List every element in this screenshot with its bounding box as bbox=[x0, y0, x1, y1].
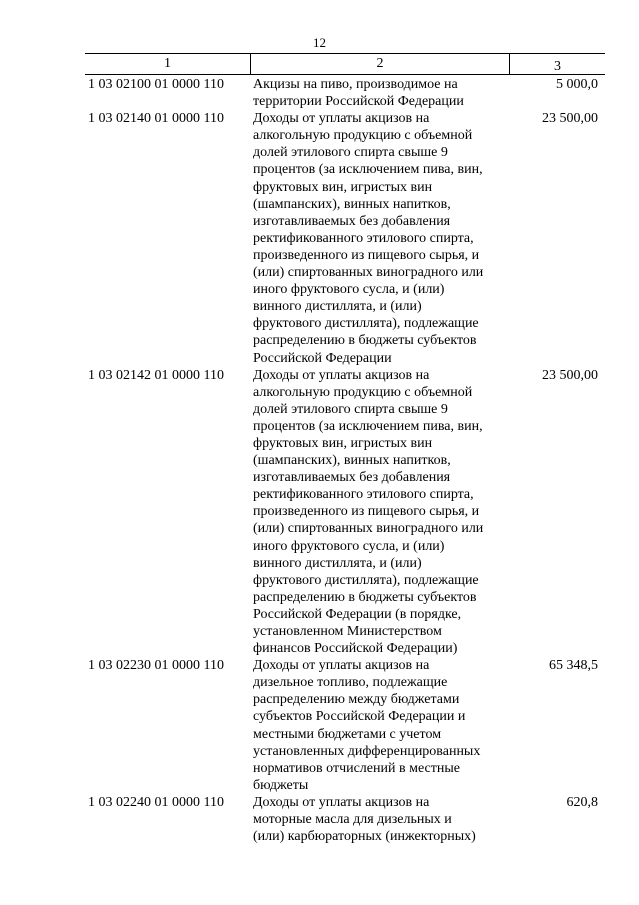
table-header bbox=[85, 53, 605, 75]
description-line: Акцизы на пиво, производимое на bbox=[253, 77, 458, 92]
description-line: (шампанских), винных напитков, bbox=[253, 196, 451, 212]
description-line: нормативов отчислений в местные bbox=[253, 760, 460, 776]
description-line: местными бюджетами с учетом bbox=[253, 726, 442, 742]
table-row bbox=[0, 76, 639, 110]
income-description bbox=[253, 367, 509, 658]
description-line: установленном Министерством bbox=[253, 624, 442, 639]
income-description bbox=[253, 76, 509, 110]
income-description bbox=[253, 110, 509, 366]
description-line: фруктового дистиллята), подлежащие bbox=[253, 316, 479, 332]
amount-value: 65 348,5 bbox=[549, 658, 598, 674]
budget-classification-code: 1 03 02140 01 0000 110 bbox=[88, 111, 224, 127]
budget-classification-code: 1 03 02142 01 0000 110 bbox=[88, 367, 224, 383]
description-line: финансов Российской Федерации) bbox=[253, 641, 458, 657]
description-line: долей этилового спирта свыше 9 bbox=[253, 145, 448, 161]
description-line: субъектов Российской Федерации и bbox=[253, 709, 466, 725]
column-header-2: 2 bbox=[376, 56, 384, 71]
description-line: фруктовых вин, игристых вин bbox=[253, 435, 433, 451]
description-line: распределению в бюджеты субъектов bbox=[253, 589, 477, 605]
description-line: Доходы от уплаты акцизов на bbox=[253, 794, 430, 810]
description-line: распределению в бюджеты субъектов bbox=[253, 333, 477, 349]
description-line: иного фруктового сусла, и (или) bbox=[253, 282, 445, 298]
description-line: произведенного из пищевого сырья, и bbox=[253, 504, 480, 520]
description-line: алкогольную продукцию с объемной bbox=[253, 128, 473, 144]
column-header-1: 1 bbox=[164, 56, 171, 71]
description-line: процентов (за исключением пива, вин, bbox=[253, 418, 483, 434]
description-line: винного дистиллята, и (или) bbox=[253, 555, 422, 571]
description-line: изготавливаемых без добавления bbox=[253, 470, 451, 486]
description-line: ректификованного этилового спирта, bbox=[253, 487, 474, 503]
amount-value: 620,8 bbox=[566, 794, 598, 810]
description-line: долей этилового спирта свыше 9 bbox=[253, 401, 448, 417]
budget-classification-code: 1 03 02240 01 0000 110 bbox=[88, 794, 224, 810]
table-row bbox=[0, 110, 639, 366]
column-header-3: 3 bbox=[554, 59, 561, 74]
description-line: фруктовых вин, игристых вин bbox=[253, 179, 433, 195]
description-line: (или) карбюраторных (инжекторных) bbox=[253, 829, 476, 845]
description-line: Российской Федерации bbox=[253, 350, 392, 366]
description-line: распределению между бюджетами bbox=[253, 692, 460, 708]
table-body bbox=[0, 76, 639, 845]
description-line: процентов (за исключением пива, вин, bbox=[253, 162, 483, 178]
description-line: иного фруктового сусла, и (или) bbox=[253, 538, 445, 554]
description-line: изготавливаемых без добавления bbox=[253, 213, 451, 229]
budget-classification-code: 1 03 02100 01 0000 110 bbox=[88, 77, 224, 92]
description-line: бюджеты bbox=[253, 777, 309, 793]
page-number: 12 bbox=[313, 35, 326, 50]
description-line: ректификованного этилового спирта, bbox=[253, 230, 474, 246]
description-line: Доходы от уплаты акцизов на bbox=[253, 111, 430, 127]
description-line: установленных дифференцированных bbox=[253, 743, 481, 759]
amount-value: 23 500,00 bbox=[542, 111, 598, 127]
description-line: алкогольную продукцию с объемной bbox=[253, 384, 473, 400]
income-description bbox=[253, 657, 509, 794]
description-line: (или) спиртованных виноградного или bbox=[253, 521, 484, 537]
table-row bbox=[0, 367, 639, 658]
description-line: дизельное топливо, подлежащие bbox=[253, 675, 448, 691]
description-line: моторные масла для дизельных и bbox=[253, 812, 452, 828]
description-line: (или) спиртованных виноградного или bbox=[253, 265, 484, 281]
table-row bbox=[0, 657, 639, 794]
budget-classification-code: 1 03 02230 01 0000 110 bbox=[88, 658, 224, 674]
description-line: территории Российской Федерации bbox=[253, 94, 464, 110]
description-line: произведенного из пищевого сырья, и bbox=[253, 247, 480, 263]
description-line: Доходы от уплаты акцизов на bbox=[253, 367, 430, 383]
description-line: Доходы от уплаты акцизов на bbox=[253, 658, 430, 674]
description-line: фруктового дистиллята), подлежащие bbox=[253, 572, 479, 588]
amount-value: 23 500,00 bbox=[542, 367, 598, 383]
description-line: Российской Федерации (в порядке, bbox=[253, 606, 462, 622]
description-line: винного дистиллята, и (или) bbox=[253, 299, 422, 315]
table-row bbox=[0, 794, 639, 845]
description-line: (шампанских), винных напитков, bbox=[253, 453, 451, 469]
amount-value: 5 000,0 bbox=[556, 77, 598, 92]
income-description bbox=[253, 794, 509, 845]
